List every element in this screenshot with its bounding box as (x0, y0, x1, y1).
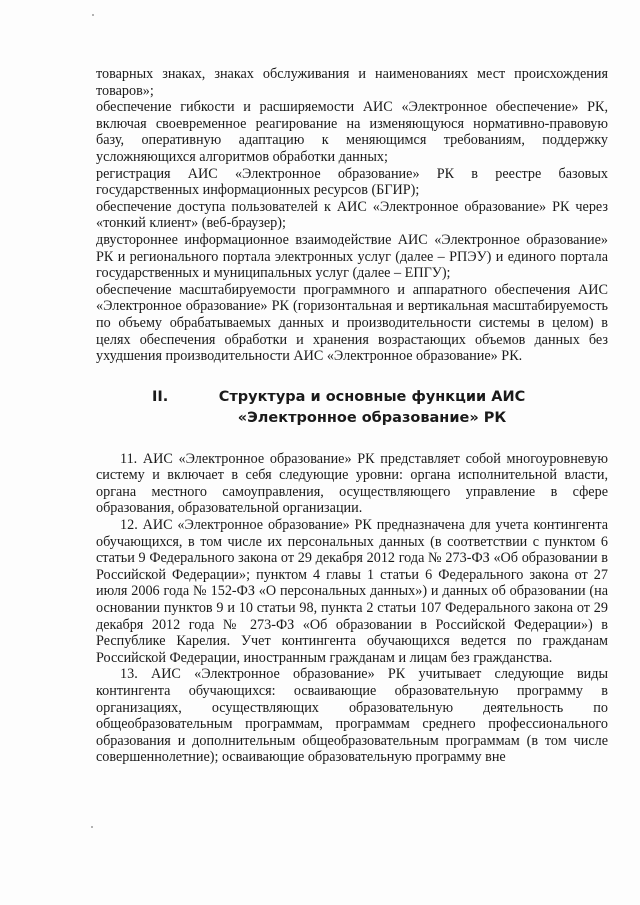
paragraph: двустороннее информационное взаимодействие АИС «Электронное образование» РК и регионального портала электронных услуг (далее – РПЭУ) и единого портала государственных и муниципальных услуг (далее – ЕПГУ); (96, 231, 608, 282)
paragraph: обеспечение гибкости и расширяемости АИС «Электронное обеспечение» РК, включая своевременное реагирование на изменяющуюся нормативно-правовую базу, оперативную адаптацию к меняющимся требованиям, поддержку усложняющихся алгоритмов обработки данных; (96, 99, 608, 165)
section-title: Структура и основные функции АИС «Электронное образование» РК (218, 388, 526, 426)
paragraph: обеспечение масштабируемости программного и аппаратного обеспечения АИС «Электронное образование» РК (горизонтальная и вертикальная масштабируемость по объему обрабатываемых данных и производительности системы в целом) в целях обеспечения обработки и хранения возрастающих объемов данных без ухудшения производительности АИС «Электронное образование» РК. (96, 281, 608, 365)
paragraph: товарных знаках, знаках обслуживания и наименованиях мест происхождения товаров»; (96, 66, 608, 99)
paragraph: 12. АИС «Электронное образование» РК предназначена для учета контингента обучающихся, в том числе их персональных данных (в соответствии с пунктом 6 статьи 9 Федерального закона от 29 декабря 2012 года № 273-ФЗ «Об образовании в Российской Федерации»; пунктом 4 главы 1 статьи 6 Федерального закона от 27 июля 2006 года № 152-ФЗ «О персональных данных») и данных об образовании (на основании пунктов 9 и 10 статьи 98, пункта 2 статьи 107 Федерального закона от 29 декабря 2012 года № 273-ФЗ «Об образовании в Российской Федерации») в Республике Карелия. Учет контингента обучающихся ведется по гражданам Российской Федерации, иностранным гражданам и лицам без гражданства. (96, 517, 608, 666)
scan-speck (91, 826, 93, 828)
section-number: II. (152, 388, 169, 405)
scan-speck (92, 14, 94, 16)
paragraph: 11. АИС «Электронное образование» РК представляет собой многоуровневую систему и включает в себя следующие уровни: органа исполнительной власти, органа местного самоуправления, осуществляющего управление в сфере образования, образовательной организации. (96, 450, 608, 517)
paragraph: регистрация АИС «Электронное образование» РК в реестре базовых государственных информационных ресурсов (БГИР); (96, 165, 608, 199)
paragraph: обеспечение доступа пользователей к АИС «Электронное образование» РК через «тонкий клиент» (веб-браузер); (96, 198, 608, 232)
paragraph: 13. АИС «Электронное образование» РК учитывает следующие виды контингента обучающихся: осваивающие образовательную программу в организациях, осуществляющих образовательную деятельность по общеобразовательным программам, программам среднего профессионального образования и дополнительным общеобразовательным программам (в том числе совершеннолетние); осваивающие образовательную программу вне (96, 666, 608, 766)
section-heading (96, 387, 608, 429)
document-body (96, 66, 608, 766)
